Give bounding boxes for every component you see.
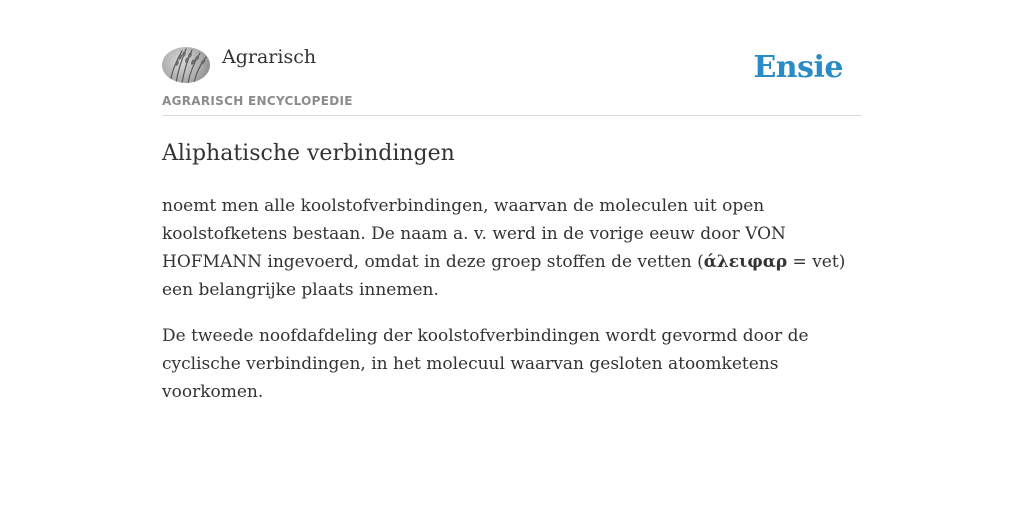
- site-subtitle: AGRARISCH ENCYCLOPEDIE: [162, 94, 353, 108]
- wheat-logo-icon[interactable]: [162, 47, 210, 83]
- site-name[interactable]: Agrarisch: [222, 46, 317, 68]
- greek-word: άλειφαρ: [703, 252, 788, 272]
- paragraph-1-text-start: noemt men alle koolstofverbindingen, waarvan de moleculen uit open koolstofketens bestaan. De naam a. v. werd in de vorige eeuw door VON HOFMANN ingevoerd, omdat in deze groep stoffen de vetten (: [162, 196, 786, 272]
- article-paragraph-1: [162, 192, 862, 304]
- paragraph-1-text-end: = vet) een belangrijke plaats innemen.: [162, 252, 846, 300]
- article-paragraph-2: De tweede noofdafdeling der koolstofverbindingen wordt gevormd door de cyclische verbindingen, in het molecuul waarvan gesloten atoomketens voorkomen.: [162, 326, 809, 402]
- site-header: [162, 0, 862, 116]
- article-title: Aliphatische verbindingen: [162, 141, 455, 166]
- ensie-brand-link[interactable]: Ensie: [753, 50, 843, 85]
- article: [162, 138, 862, 406]
